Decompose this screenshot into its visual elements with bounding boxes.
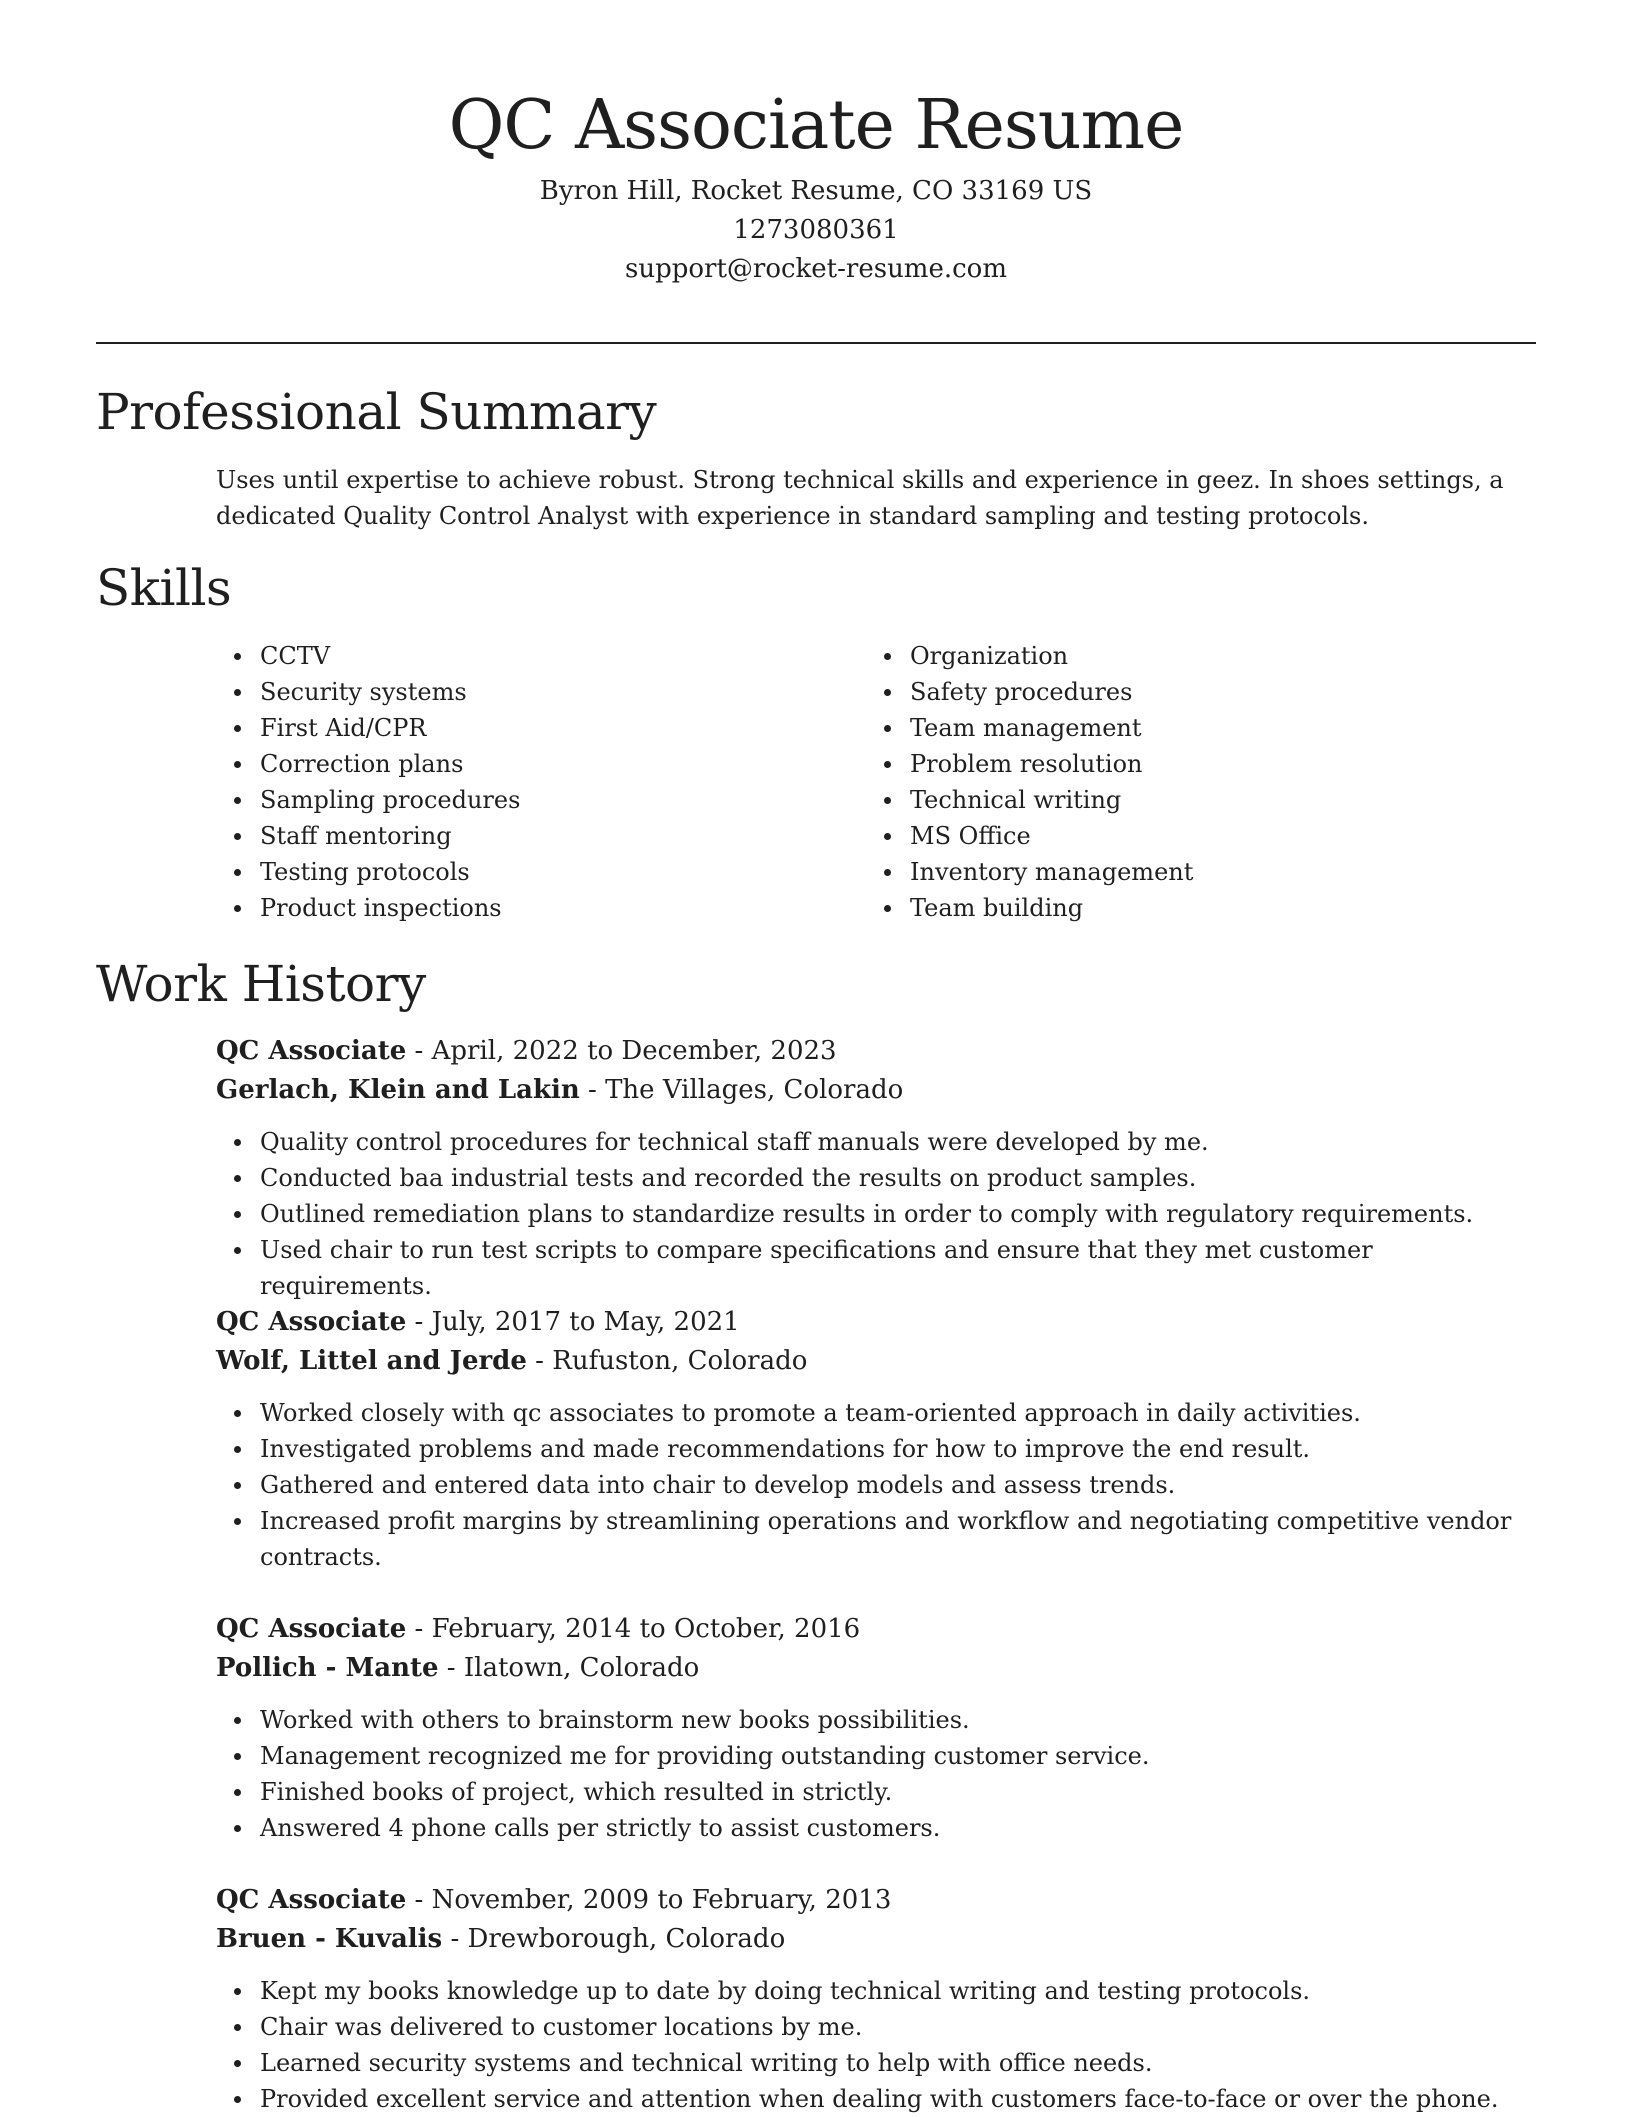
skill-item: Inventory management [866, 854, 1486, 890]
job-bullet: Management recognized me for providing outstanding customer service. [216, 1738, 1536, 1774]
job-bullet: Used chair to run test scripts to compare specifications and ensure that they met customer requirements. [216, 1232, 1536, 1304]
job-bullets [216, 1124, 1536, 1304]
skill-item: Safety procedures [866, 674, 1486, 710]
header-divider [96, 342, 1536, 344]
job-bullet: Chair was delivered to customer locations by me. [216, 2009, 1536, 2045]
job-bullet: Increased profit margins by streamlining operations and workflow and negotiating competitive vendor contracts. [216, 1503, 1536, 1575]
job-title: QC Associate [216, 1036, 407, 1066]
job-bullet: Investigated problems and made recommendations for how to improve the end result. [216, 1431, 1536, 1467]
job-bullet: Worked with others to brainstorm new books possibilities. [216, 1702, 1536, 1738]
skill-item: Technical writing [866, 782, 1486, 818]
resume-header [0, 80, 1632, 289]
job-entry: QC Associate - November, 2009 to February, 2013 Bruen - Kuvalis - Drewborough, Colorado Kept my books knowledge up to date by doing technical writing and testing protocols. Chair was delivered to customer locations by me. Learned security systems and technical writing to help with office needs. Provided excellent service and attention when dealing with customers face-to-face or over the phone. [216, 1881, 1536, 2117]
contact-phone: 1273080361 [733, 215, 899, 245]
job-location: Rufuston, Colorado [552, 1346, 808, 1376]
job-company: Bruen - Kuvalis [216, 1924, 443, 1954]
job-entry: QC Associate - July, 2017 to May, 2021 Wolf, Littel and Jerde - Rufuston, Colorado Worked closely with qc associates to promote a team-oriented approach in daily activities. Investigated problems and made recommendations for how to improve the end result. Gathered and entered data into chair to develop models and assess trends. Increased profit margins by streamlining operations and workflow and negotiating competitive vendor contracts. [216, 1303, 1536, 1575]
job-bullet: Answered 4 phone calls per strictly to assist customers. [216, 1810, 1536, 1846]
job-dates: February, 2014 to October, 2016 [431, 1614, 861, 1644]
skill-item: Team management [866, 710, 1486, 746]
job-dates: November, 2009 to February, 2013 [431, 1885, 892, 1915]
page-title: QC Associate Resume [448, 86, 1184, 165]
job-title: QC Associate [216, 1614, 407, 1644]
job-bullet: Outlined remediation plans to standardize results in order to comply with regulatory requirements. [216, 1196, 1536, 1232]
job-entry: QC Associate - February, 2014 to October, 2016 Pollich - Mante - Ilatown, Colorado Worked with others to brainstorm new books possibilities. Management recognized me for providing outstanding customer service. Finished books of project, which resulted in strictly. Answered 4 phone calls per strictly to assist customers. [216, 1610, 1536, 1846]
summary-heading: Professional Summary [96, 383, 657, 441]
job-location: The Villages, Colorado [605, 1075, 904, 1105]
skill-item: Security systems [216, 674, 836, 710]
job-company: Gerlach, Klein and Lakin [216, 1075, 580, 1105]
skill-item: First Aid/CPR [216, 710, 836, 746]
skills-heading: Skills [96, 559, 232, 617]
skill-item: Team building [866, 890, 1486, 926]
contact-email: support@rocket-resume.com [624, 254, 1007, 284]
skill-item: Correction plans [216, 746, 836, 782]
job-dates: April, 2022 to December, 2023 [431, 1036, 837, 1066]
skill-item: Staff mentoring [216, 818, 836, 854]
skill-item: Problem resolution [866, 746, 1486, 782]
job-dates: July, 2017 to May, 2021 [431, 1307, 740, 1337]
contact-address: Byron Hill, Rocket Resume, CO 33169 US [539, 176, 1093, 206]
skills-list-right [866, 638, 1486, 926]
skill-item: Sampling procedures [216, 782, 836, 818]
job-bullet: Finished books of project, which resulted in strictly. [216, 1774, 1536, 1810]
skills-list-left [216, 638, 836, 926]
job-bullet: Quality control procedures for technical staff manuals were developed by me. [216, 1124, 1536, 1160]
job-bullet: Gathered and entered data into chair to develop models and assess trends. [216, 1467, 1536, 1503]
job-entry: QC Associate - April, 2022 to December, 2023 Gerlach, Klein and Lakin - The Villages, Colorado Quality control procedures for technical staff manuals were developed by me. Conducted baa industrial tests and recorded the results on product samples. Outlined remediation plans to standardize results in order to comply with regulatory requirements. Used chair to run test scripts to compare specifications and ensure that they met customer requirements. [216, 1032, 1536, 1304]
job-location: Ilatown, Colorado [463, 1653, 700, 1683]
skill-item: Testing protocols [216, 854, 836, 890]
job-bullet: Provided excellent service and attention when dealing with customers face-to-face or over the phone. [216, 2081, 1536, 2117]
job-bullets [216, 1973, 1536, 2117]
skill-item: Organization [866, 638, 1486, 674]
job-title: QC Associate [216, 1885, 407, 1915]
job-title: QC Associate [216, 1307, 407, 1337]
skill-item: Product inspections [216, 890, 836, 926]
work-history-heading: Work History [96, 955, 426, 1013]
job-bullets [216, 1395, 1536, 1575]
job-company: Wolf, Littel and Jerde [216, 1346, 527, 1376]
job-bullet: Worked closely with qc associates to promote a team-oriented approach in daily activities. [216, 1395, 1536, 1431]
job-bullet: Kept my books knowledge up to date by doing technical writing and testing protocols. [216, 1973, 1536, 2009]
skill-item: MS Office [866, 818, 1486, 854]
job-bullet: Learned security systems and technical writing to help with office needs. [216, 2045, 1536, 2081]
job-company: Pollich - Mante [216, 1653, 439, 1683]
summary-text: Uses until expertise to achieve robust. Strong technical skills and experience in geez. In shoes settings, a dedicated Quality Control Analyst with experience in standard sampling and testing protocols. [216, 466, 1504, 530]
job-bullet: Conducted baa industrial tests and recorded the results on product samples. [216, 1160, 1536, 1196]
job-bullets [216, 1702, 1536, 1846]
skill-item: CCTV [216, 638, 836, 674]
job-location: Drewborough, Colorado [467, 1924, 786, 1954]
